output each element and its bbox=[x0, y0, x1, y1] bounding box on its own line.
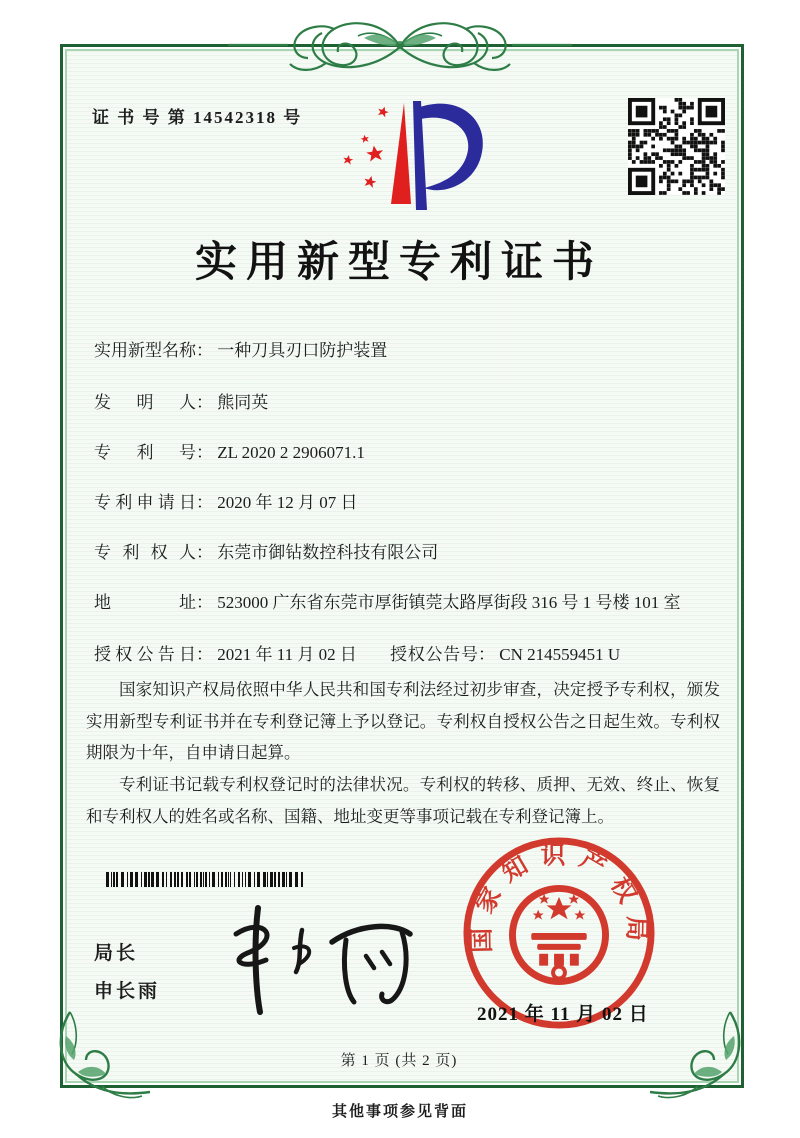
page-number: 第 1 页 (共 2 页) bbox=[340, 1053, 458, 1069]
seal-date: 2021 年 11 月 02 日 bbox=[477, 1004, 649, 1025]
certificate-number: 证 书 号 第 14542318 号 bbox=[92, 108, 303, 127]
field-label: 授权公告日 bbox=[94, 645, 196, 664]
qr-code-icon bbox=[628, 98, 725, 195]
director-title: 局长 bbox=[94, 943, 139, 964]
grant-number-value: CN 214559451 U bbox=[499, 645, 621, 664]
cnipa-logo-icon bbox=[328, 90, 518, 218]
certificate-title: 实用新型专利证书 bbox=[194, 240, 603, 286]
field-row-grant: 授权公告日： 2021 年 11 月 02 日 授权公告号： CN 214559451 U bbox=[94, 643, 716, 668]
field-row-patent-number: 专利号： ZL 2020 2 2906071.1 bbox=[94, 441, 716, 466]
field-row-utility-model-name: 实用新型名称： 一种刀具刃口防护装置 bbox=[94, 339, 716, 364]
legal-paragraph-2: 专利证书记载专利权登记时的法律状况。专利权的转移、质押、无效、终止、恢复和专利权人的姓名或名称、国籍、地址变更等事项记载在专利登记簿上。 bbox=[86, 775, 720, 826]
field-label: 授权公告号 bbox=[390, 645, 478, 664]
field-label: 专利号 bbox=[94, 443, 196, 462]
field-row-inventor: 发明人： 熊同英 bbox=[94, 391, 716, 416]
grant-number-pair: 授权公告号： CN 214559451 U bbox=[390, 643, 620, 668]
field-row-patentee: 专利权人： 东莞市御钻数控科技有限公司 bbox=[94, 541, 716, 566]
field-value: 一种刀具刃口防护装置 bbox=[217, 341, 388, 360]
field-label: 发明人 bbox=[94, 393, 196, 412]
field-value: 熊同英 bbox=[217, 393, 269, 412]
field-value: 523000 广东省东莞市厚街镇莞太路厚街段 316 号 1 号楼 101 室 bbox=[217, 593, 681, 612]
field-label: 专利权人 bbox=[94, 543, 196, 562]
field-value: 东莞市御钻数控科技有限公司 bbox=[217, 543, 439, 562]
field-label: 专利申请日 bbox=[94, 493, 196, 512]
barcode-icon bbox=[106, 872, 303, 887]
legal-paragraph-1: 国家知识产权局依照中华人民共和国专利法经过初步审查，决定授予专利权，颁发实用新型专利证书并在专利登记簿上予以登记。专利权自授权公告之日起生效。专利权期限为十年，自申请日起算。 bbox=[86, 680, 720, 763]
legal-text bbox=[86, 674, 720, 832]
field-label: 实用新型名称 bbox=[94, 341, 196, 360]
director-name: 申长雨 bbox=[94, 981, 161, 1002]
field-label: 地址 bbox=[94, 593, 196, 612]
field-value: ZL 2020 2 2906071.1 bbox=[217, 443, 365, 462]
back-note: 其他事项参见背面 bbox=[331, 1104, 468, 1120]
seal-ring-text: 国家知识产权局 bbox=[468, 842, 650, 954]
grant-date-value: 2021 年 11 月 02 日 bbox=[217, 645, 357, 664]
field-row-filing-date: 专利申请日： 2020 年 12 月 07 日 bbox=[94, 491, 716, 516]
field-row-address: 地址： 523000 广东省东莞市厚街镇莞太路厚街段 316 号 1 号楼 101 室 bbox=[94, 591, 716, 616]
director-signature-icon bbox=[198, 900, 428, 1015]
field-value: 2020 年 12 月 07 日 bbox=[217, 493, 358, 512]
